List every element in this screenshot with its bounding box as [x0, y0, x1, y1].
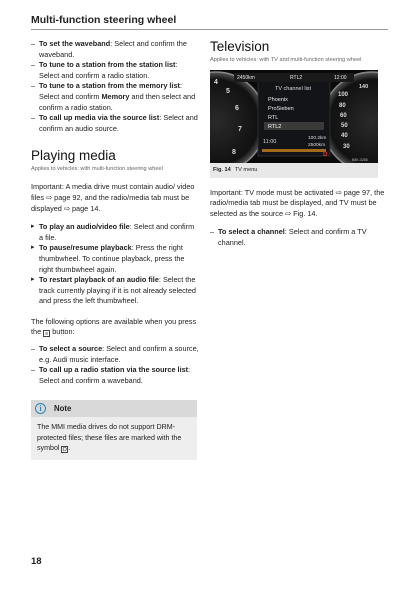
list-item: – To call up media via the source list: Select and confirm an audio source.	[31, 113, 199, 134]
tv-channel-item-selected: RTL2	[268, 124, 282, 130]
list-item: – To tune to a station from the station list: Select and confirm a radio station.	[31, 60, 199, 81]
note-box	[31, 400, 197, 459]
list-item: ▸ To restart playback of an audio file: Select the track currently playing if it is not already selected and press the left thumbwheel.	[31, 275, 199, 307]
tv-channel-item: Phoenix	[268, 97, 288, 103]
section-heading-television: Television	[210, 39, 270, 54]
important-text: Important: TV mode must be activated ⇨ page 97, the radio/media tab must be displayed, and TV must be selected as the source ⇨ Fig. 14.	[210, 187, 385, 218]
section-heading-playing-media: Playing media	[31, 148, 116, 164]
important-text: Important: A media drive must contain audio/ video files ⇨ page 92, and the radio/media tab must be displayed ⇨ page 14.	[31, 182, 195, 213]
options-intro: The following options are available when you press the ≡ button:	[31, 316, 197, 338]
list-item: – To tune to a station from the memory list: Select and confirm Memory and then select and confirm a radio station.	[31, 81, 199, 113]
list-item: – To select a channel: Select and confirm a TV channel.	[210, 227, 388, 248]
tv-menu-figure	[210, 70, 378, 163]
trip-text: 100.2km	[308, 136, 327, 141]
figure-caption: Fig. 14 TV menu	[210, 163, 378, 178]
list-item: – To set the waveband: Select and confirm the waveband.	[31, 39, 199, 60]
page-number: 18	[31, 556, 42, 567]
menu-button-icon: ≡	[43, 330, 50, 337]
current-channel-text: RTL2	[290, 75, 303, 81]
dial-tick-label: 7	[238, 126, 242, 133]
note-body: The MMI media drives do not support DRM-protected files; these files are marked with the symbol D .	[37, 423, 182, 454]
figure-code: B8K-0258	[352, 158, 368, 162]
list-item: ▸ To pause/resume playback: Press the right thumbwheel. To continue playback, press the right thumbwheel again.	[31, 243, 199, 275]
dial-tick-label: 8	[232, 149, 236, 156]
tv-channel-list-title: TV channel list	[275, 86, 312, 92]
tv-channel-item: ProSieben	[268, 106, 294, 112]
tv-list	[210, 227, 388, 248]
range-text: 2500km	[308, 143, 326, 148]
right-column	[210, 39, 388, 249]
dial-tick-label: 140	[359, 84, 369, 90]
applies-to-text: Applies to vehicles: with TV and multi-function steering wheel	[210, 57, 362, 63]
page-header-title: Multi-function steering wheel	[31, 14, 177, 26]
dial-tick-label: 40	[341, 133, 348, 139]
dial-tick-label: 60	[340, 113, 347, 119]
playing-list	[31, 222, 199, 307]
applies-to-text: Applies to vehicles: with multi-function steering wheel	[31, 166, 163, 173]
dial-tick-label: 50	[341, 123, 348, 129]
odometer-text: 2450km	[237, 75, 255, 81]
note-title: Note	[54, 403, 72, 413]
list-item: – To select a source: Select and confirm a source, e.g. Audi music interface.	[31, 344, 199, 365]
dial-tick-label: 100	[338, 92, 349, 98]
list-item: – To call up a radio station via the source list: Select and confirm a waveband.	[31, 365, 199, 386]
dial-tick-label: 30	[343, 144, 350, 150]
gear-indicator: D	[323, 152, 328, 158]
drm-symbol-icon: D	[63, 447, 67, 454]
tv-channel-item: RTL	[268, 115, 279, 121]
dial-tick-label: 6	[235, 105, 239, 112]
options-list	[31, 344, 199, 386]
dial-tick-label: 5	[226, 88, 230, 95]
radio-list	[31, 39, 199, 134]
dial-tick-label: 4	[214, 79, 218, 86]
top-clock-text: 12:00	[334, 75, 347, 81]
list-item: ▸ To play an audio/video file: Select and confirm a file.	[31, 222, 199, 243]
bottom-clock-text: 11:00	[263, 139, 277, 145]
header-rule	[31, 29, 388, 30]
dial-tick-label: 80	[339, 103, 346, 109]
info-icon: i	[35, 403, 46, 414]
note-header	[31, 400, 197, 417]
left-column	[31, 39, 199, 460]
